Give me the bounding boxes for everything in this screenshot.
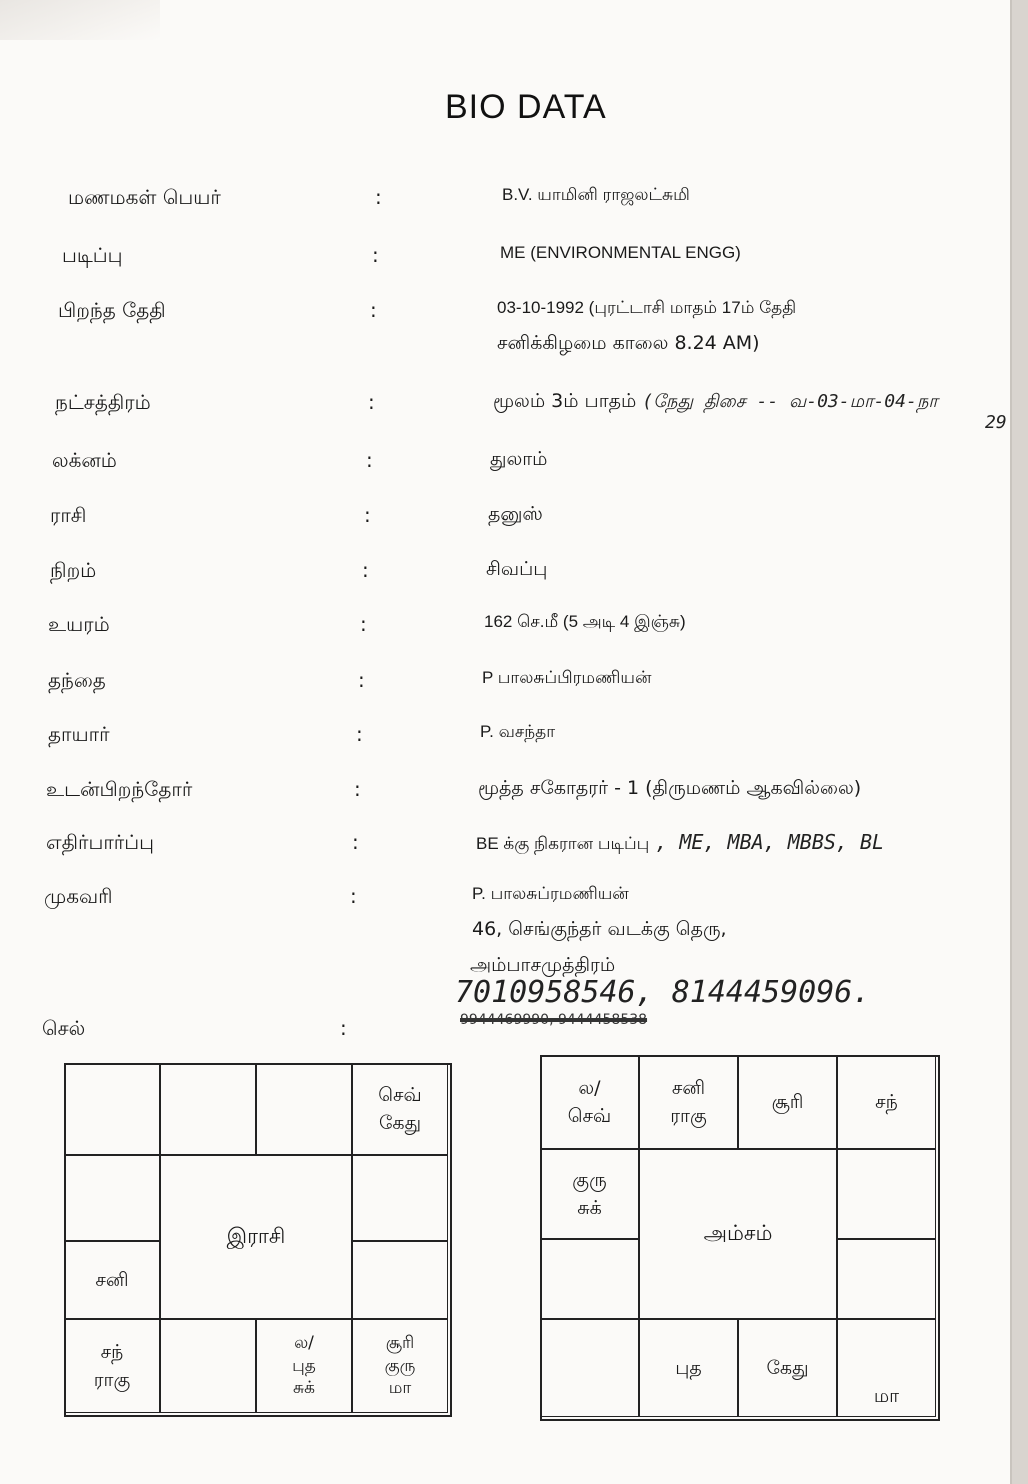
handwritten-note-line2: 29 <box>985 412 1007 433</box>
rasi-cell-bottom-1-text: சந் ராகு <box>93 1340 131 1391</box>
page-curl <box>0 0 160 40</box>
field-value: 03-10-1992 (புரட்டாசி மாதம் 17ம் தேதி <box>497 298 797 317</box>
field-value: 162 செ.மீ (5 அடி 4 இஞ்சு) <box>484 612 686 631</box>
field-row <box>0 722 1010 762</box>
field-value: P பாலசுப்பிரமணியன் <box>482 668 652 687</box>
field-value: BE க்கு நிகரான படிப்பு , ME, MBA, MBBS, BL <box>476 830 885 854</box>
rasi-cell-bottom-1 <box>64 1319 160 1413</box>
field-row <box>0 612 1010 652</box>
amsam-cell-bottom-4-text: மா <box>873 1384 900 1407</box>
field-value-line2: 46, செங்குந்தர் வடக்கு தெரு, <box>472 918 727 940</box>
field-label: மணமகள் பெயர் <box>68 185 221 209</box>
field-label: ராசி <box>50 503 87 527</box>
amsam-cell-bottom-3 <box>738 1319 837 1417</box>
rasi-cell-top-3 <box>256 1063 352 1155</box>
field-label: பிறந்த தேதி <box>58 298 166 322</box>
amsam-cell-right-1 <box>837 1149 936 1239</box>
rasi-cell-top-1 <box>64 1063 160 1155</box>
rasi-cell-bottom-2 <box>160 1319 256 1413</box>
amsam-cell-top-2 <box>639 1055 738 1149</box>
phone-label: செல் <box>42 1016 86 1040</box>
amsam-cell-top-4 <box>837 1055 936 1149</box>
amsam-cell-top-4-text: சந் <box>875 1090 898 1113</box>
rasi-center <box>160 1155 352 1319</box>
amsam-cell-bottom-4 <box>837 1319 936 1417</box>
field-value-line3: அம்பாசமுத்திரம் <box>470 954 616 976</box>
field-row <box>0 668 1010 708</box>
field-label: நிறம் <box>50 558 97 582</box>
field-colon: : <box>370 298 377 322</box>
field-label: உயரம் <box>48 612 110 636</box>
field-value: ME (ENVIRONMENTAL ENGG) <box>500 243 741 262</box>
rasi-cell-bottom-3 <box>256 1319 352 1413</box>
field-value: மூலம் 3ம் பாதம் (நேது திசை -- வ-03-மா-04-நா <box>493 390 938 412</box>
field-value: துலாம் <box>490 448 548 470</box>
field-row <box>0 390 1010 433</box>
field-colon: : <box>352 830 359 854</box>
field-label: தந்தை <box>48 668 106 692</box>
field-colon: : <box>362 558 369 582</box>
field-colon: : <box>356 722 363 746</box>
amsam-cell-top-3 <box>738 1055 837 1149</box>
field-row <box>0 884 1010 976</box>
amsam-center-label: அம்சம் <box>703 1221 773 1246</box>
field-label: லக்னம் <box>52 448 117 472</box>
rasi-cell-left-2-text: சனி <box>95 1268 129 1291</box>
field-label: தாயார் <box>48 722 110 746</box>
field-value: P. வசந்தா <box>480 722 556 741</box>
field-row <box>0 830 1010 870</box>
amsam-cell-top-2-text: சனி ராகு <box>670 1076 707 1127</box>
amsam-cell-bottom-1 <box>540 1319 639 1417</box>
struck-phone-numbers: 9944469990, 9444458538 <box>460 1012 648 1028</box>
field-row <box>0 448 1010 488</box>
rasi-center-label: இராசி <box>226 1224 286 1249</box>
amsam-cell-top-3-text: சூரி <box>771 1090 804 1113</box>
field-value: B.V. யாமினி ராஜலட்சுமி <box>502 185 690 204</box>
field-colon: : <box>360 612 367 636</box>
rasi-cell-top-2 <box>160 1063 256 1155</box>
field-label: உடன்பிறந்தோர் <box>46 777 193 801</box>
field-value: சிவப்பு <box>486 558 548 580</box>
field-row <box>0 558 1010 598</box>
field-row <box>0 243 1010 283</box>
rasi-cell-bottom-4 <box>352 1319 448 1413</box>
field-value: மூத்த சகோதரர் - 1 (திருமணம் ஆகவில்லை) <box>478 777 862 799</box>
phone-colon: : <box>340 1016 347 1040</box>
rasi-cell-right-1 <box>352 1155 448 1241</box>
amsam-cell-bottom-3-text: கேது <box>766 1356 809 1379</box>
rasi-cell-left-1 <box>64 1155 160 1241</box>
field-colon: : <box>372 243 379 267</box>
amsam-cell-top-1 <box>540 1055 639 1149</box>
amsam-cell-left-1 <box>540 1149 639 1239</box>
field-value: P. பாலசுப்ரமணியன் <box>472 884 629 903</box>
rasi-cell-bottom-4-text: சூரி குரு மா <box>384 1332 416 1399</box>
amsam-cell-top-1-text: ல/ செவ் <box>567 1076 612 1127</box>
amsam-center <box>639 1149 837 1319</box>
field-label: எதிர்பார்ப்பு <box>46 830 154 854</box>
rasi-cell-right-2 <box>352 1241 448 1319</box>
phone-numbers: 7010958546, 8144459096. <box>455 975 871 1010</box>
field-value: தனுஸ் <box>488 503 543 525</box>
amsam-cell-left-1-text: குரு சுக் <box>572 1168 607 1219</box>
rasi-cell-bottom-3-text: ல/ புத சுக் <box>292 1332 316 1399</box>
field-colon: : <box>350 884 357 908</box>
field-colon: : <box>354 777 361 801</box>
handwritten-note: , ME, MBA, MBBS, BL <box>655 830 885 854</box>
rasi-cell-top-4-text: செவ் கேது <box>378 1083 422 1134</box>
amsam-cell-right-2 <box>837 1239 936 1319</box>
field-value-line2: சனிக்கிழமை காலை 8.24 AM) <box>497 332 760 354</box>
field-row <box>0 298 1010 354</box>
document-title: BIO DATA <box>445 88 607 126</box>
amsam-cell-bottom-2 <box>639 1319 738 1417</box>
amsam-cell-bottom-2-text: புத <box>675 1356 702 1379</box>
field-colon: : <box>358 668 365 692</box>
rasi-cell-left-2 <box>64 1241 160 1319</box>
field-row <box>0 777 1010 817</box>
field-colon: : <box>366 448 373 472</box>
field-label: முகவரி <box>44 884 113 908</box>
field-label: படிப்பு <box>62 243 123 267</box>
field-row <box>0 185 1010 225</box>
field-row <box>0 503 1010 543</box>
handwritten-note: (நேது திசை -- வ-03-மா-04-நா <box>642 391 938 412</box>
field-colon: : <box>364 503 371 527</box>
field-colon: : <box>375 185 382 209</box>
amsam-cell-left-2 <box>540 1239 639 1319</box>
rasi-cell-top-4 <box>352 1063 448 1155</box>
field-label: நட்சத்திரம் <box>55 390 151 414</box>
field-colon: : <box>368 390 375 414</box>
